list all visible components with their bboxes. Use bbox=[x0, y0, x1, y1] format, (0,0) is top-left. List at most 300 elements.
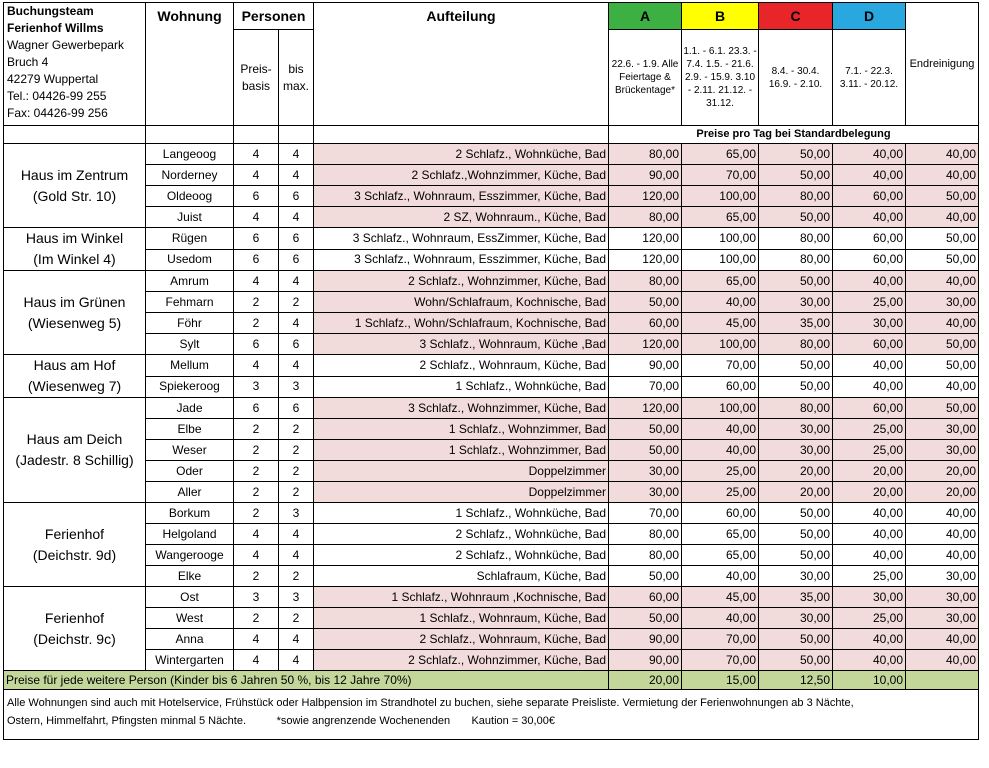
price-season-c: 50,00 bbox=[759, 144, 833, 165]
season-d-dates: 7.1. - 22.3. 3.11. - 20.12. bbox=[833, 30, 906, 126]
price-season-b: 70,00 bbox=[682, 355, 759, 377]
table-row bbox=[4, 165, 979, 186]
apartment-name: Borkum bbox=[146, 503, 234, 524]
room-layout: 1 Schlafz., Wohnküche, Bad bbox=[314, 503, 609, 524]
house-name bbox=[4, 587, 146, 671]
table-row bbox=[4, 228, 979, 250]
price-season-a: 50,00 bbox=[609, 292, 682, 313]
persons-base: 6 bbox=[234, 334, 279, 355]
header-spacer bbox=[146, 30, 234, 126]
persons-max: 2 bbox=[279, 419, 314, 440]
persons-max: 4 bbox=[279, 165, 314, 186]
persons-max: 2 bbox=[279, 461, 314, 482]
spacer-cell bbox=[4, 126, 146, 144]
persons-base: 2 bbox=[234, 503, 279, 524]
price-season-c: 20,00 bbox=[759, 482, 833, 503]
room-layout: 3 Schlafz., Wohnzimmer, Küche, Bad bbox=[314, 398, 609, 419]
price-season-a: 60,00 bbox=[609, 313, 682, 334]
price-season-a: 50,00 bbox=[609, 566, 682, 587]
house-title: Haus am Hof bbox=[33, 357, 116, 373]
price-season-d: 60,00 bbox=[833, 186, 906, 207]
price-season-a: 120,00 bbox=[609, 398, 682, 419]
house-title: Haus im Grünen bbox=[23, 293, 126, 310]
season-b-dates: 1.1. - 6.1. 23.3. - 7.4. 1.5. - 21.6. 2.9. - 15.9. 3.10 - 2.11. 21.12. - 31.12. bbox=[682, 30, 759, 126]
extra-person-price-b: 15,00 bbox=[682, 671, 759, 690]
price-season-b: 60,00 bbox=[682, 503, 759, 524]
header-personen: Personen bbox=[234, 3, 314, 30]
persons-max: 6 bbox=[279, 398, 314, 419]
contact-line: Bruch 4 bbox=[7, 55, 49, 69]
apartment-name: West bbox=[146, 608, 234, 629]
price-season-b: 65,00 bbox=[682, 545, 759, 566]
price-season-b: 65,00 bbox=[682, 271, 759, 292]
apartment-name: Sylt bbox=[146, 334, 234, 355]
table-row bbox=[4, 292, 979, 313]
apartment-name: Juist bbox=[146, 207, 234, 228]
contact-line: Buchungsteam bbox=[7, 4, 94, 18]
persons-base: 2 bbox=[234, 482, 279, 503]
table-row bbox=[4, 482, 979, 503]
price-season-d: 40,00 bbox=[833, 629, 906, 650]
footer-row bbox=[4, 690, 979, 740]
price-season-c: 50,00 bbox=[759, 271, 833, 292]
table-row bbox=[4, 355, 979, 377]
persons-base: 2 bbox=[234, 461, 279, 482]
price-season-b: 40,00 bbox=[682, 608, 759, 629]
persons-max: 3 bbox=[279, 587, 314, 608]
price-season-a: 50,00 bbox=[609, 608, 682, 629]
spacer-cell bbox=[234, 126, 279, 144]
persons-max: 2 bbox=[279, 482, 314, 503]
price-season-d: 20,00 bbox=[833, 482, 906, 503]
price-season-b: 100,00 bbox=[682, 228, 759, 250]
table-row bbox=[4, 376, 979, 398]
price-cleaning: 40,00 bbox=[906, 629, 979, 650]
price-cleaning: 50,00 bbox=[906, 355, 979, 377]
persons-max: 3 bbox=[279, 503, 314, 524]
price-season-a: 120,00 bbox=[609, 186, 682, 207]
price-season-c: 80,00 bbox=[759, 398, 833, 419]
header-wohnung: Wohnung bbox=[146, 3, 234, 30]
price-cleaning: 20,00 bbox=[906, 482, 979, 503]
house-address: (Im Winkel 4) bbox=[33, 251, 116, 267]
price-season-b: 100,00 bbox=[682, 398, 759, 419]
apartment-name: Norderney bbox=[146, 165, 234, 186]
price-cleaning: 30,00 bbox=[906, 440, 979, 461]
house-name bbox=[4, 503, 146, 587]
room-layout: 1 Schlafz., Wohnzimmer, Bad bbox=[314, 419, 609, 440]
extra-person-price-c: 12,50 bbox=[759, 671, 833, 690]
price-season-d: 20,00 bbox=[833, 461, 906, 482]
season-c-dates: 8.4. - 30.4. 16.9. - 2.10. bbox=[759, 30, 833, 126]
prices-per-day-label: Preise pro Tag bei Standardbelegung bbox=[609, 126, 979, 144]
extra-person-row bbox=[4, 671, 979, 690]
season-a-dates: 22.6. - 1.9. Alle Feiertage & Brückentage* bbox=[609, 30, 682, 126]
price-cleaning: 50,00 bbox=[906, 228, 979, 250]
apartment-name: Elke bbox=[146, 566, 234, 587]
price-season-d: 40,00 bbox=[833, 271, 906, 292]
table-row bbox=[4, 313, 979, 334]
room-layout: Schlafraum, Küche, Bad bbox=[314, 566, 609, 587]
extra-person-price-d: 10,00 bbox=[833, 671, 906, 690]
room-layout: 2 Schlafz.,Wohnzimmer, Küche, Bad bbox=[314, 165, 609, 186]
room-layout: 3 Schlafz., Wohnraum, Esszimmer, Küche, Bad bbox=[314, 249, 609, 271]
price-season-a: 80,00 bbox=[609, 144, 682, 165]
room-layout: 2 Schlafz., Wohnraum, Küche, Bad bbox=[314, 629, 609, 650]
persons-max: 4 bbox=[279, 271, 314, 292]
persons-max: 6 bbox=[279, 186, 314, 207]
price-season-c: 50,00 bbox=[759, 207, 833, 228]
persons-max: 4 bbox=[279, 313, 314, 334]
persons-max: 4 bbox=[279, 650, 314, 671]
apartment-name: Helgoland bbox=[146, 524, 234, 545]
price-cleaning: 40,00 bbox=[906, 271, 979, 292]
persons-base: 6 bbox=[234, 186, 279, 207]
house-name bbox=[4, 228, 146, 271]
house-title: Haus im Winkel bbox=[25, 230, 124, 246]
price-season-c: 30,00 bbox=[759, 608, 833, 629]
price-season-c: 80,00 bbox=[759, 249, 833, 271]
footer-line: Ostern, Himmelfahrt, Pfingsten minmal 5 Nächte. *sowie angrenzende Wochenenden Kaution = 30,00€ bbox=[7, 715, 555, 727]
table-row bbox=[4, 461, 979, 482]
extra-person-empty bbox=[906, 671, 979, 690]
price-season-d: 30,00 bbox=[833, 587, 906, 608]
room-layout: 3 Schlafz., Wohnraum, EssZimmer, Küche, Bad bbox=[314, 228, 609, 250]
price-season-b: 25,00 bbox=[682, 461, 759, 482]
table-row bbox=[4, 249, 979, 271]
apartment-name: Amrum bbox=[146, 271, 234, 292]
persons-base: 4 bbox=[234, 650, 279, 671]
price-season-b: 70,00 bbox=[682, 650, 759, 671]
table-row bbox=[4, 186, 979, 207]
price-cleaning: 30,00 bbox=[906, 419, 979, 440]
price-season-d: 60,00 bbox=[833, 398, 906, 419]
price-cleaning: 50,00 bbox=[906, 249, 979, 271]
persons-max: 2 bbox=[279, 608, 314, 629]
apartment-name: Spiekeroog bbox=[146, 376, 234, 398]
price-season-b: 65,00 bbox=[682, 144, 759, 165]
house-name bbox=[4, 355, 146, 398]
price-season-a: 60,00 bbox=[609, 587, 682, 608]
house-address: (Deichstr. 9d) bbox=[32, 546, 117, 563]
price-season-a: 120,00 bbox=[609, 334, 682, 355]
table-row bbox=[4, 271, 979, 292]
table-row bbox=[4, 144, 979, 165]
price-cleaning: 40,00 bbox=[906, 545, 979, 566]
persons-base: 4 bbox=[234, 144, 279, 165]
spacer-cell bbox=[314, 126, 609, 144]
price-season-a: 90,00 bbox=[609, 629, 682, 650]
persons-base: 2 bbox=[234, 608, 279, 629]
price-cleaning: 30,00 bbox=[906, 587, 979, 608]
price-season-c: 30,00 bbox=[759, 292, 833, 313]
spacer-cell bbox=[279, 126, 314, 144]
table-row bbox=[4, 566, 979, 587]
room-layout: 2 Schlafz., Wohnküche, Bad bbox=[314, 144, 609, 165]
persons-max: 3 bbox=[279, 376, 314, 398]
price-season-a: 70,00 bbox=[609, 376, 682, 398]
price-season-c: 50,00 bbox=[759, 545, 833, 566]
price-season-c: 50,00 bbox=[759, 503, 833, 524]
price-season-a: 30,00 bbox=[609, 461, 682, 482]
price-season-b: 40,00 bbox=[682, 566, 759, 587]
apartment-name: Mellum bbox=[146, 355, 234, 377]
price-cleaning: 40,00 bbox=[906, 165, 979, 186]
persons-base: 4 bbox=[234, 629, 279, 650]
price-season-b: 45,00 bbox=[682, 587, 759, 608]
price-season-a: 120,00 bbox=[609, 249, 682, 271]
price-season-d: 40,00 bbox=[833, 165, 906, 186]
season-c-header: C bbox=[759, 3, 833, 30]
price-season-d: 40,00 bbox=[833, 144, 906, 165]
table-row bbox=[4, 207, 979, 228]
price-season-a: 120,00 bbox=[609, 228, 682, 250]
apartment-name: Wangerooge bbox=[146, 545, 234, 566]
room-layout: 1 Schlafz., Wohn/Schlafraum, Kochnische, Bad bbox=[314, 313, 609, 334]
price-season-b: 70,00 bbox=[682, 629, 759, 650]
price-season-b: 70,00 bbox=[682, 165, 759, 186]
table-row bbox=[4, 398, 979, 419]
price-season-a: 90,00 bbox=[609, 355, 682, 377]
persons-base: 6 bbox=[234, 249, 279, 271]
persons-max: 6 bbox=[279, 228, 314, 250]
persons-base: 4 bbox=[234, 207, 279, 228]
house-address: (Wiesenweg 7) bbox=[27, 378, 122, 394]
table-row bbox=[4, 440, 979, 461]
apartment-name: Föhr bbox=[146, 313, 234, 334]
apartment-name: Oldeoog bbox=[146, 186, 234, 207]
persons-base: 2 bbox=[234, 419, 279, 440]
price-season-b: 45,00 bbox=[682, 313, 759, 334]
house-title: Ferienhof bbox=[44, 609, 105, 626]
persons-base: 4 bbox=[234, 545, 279, 566]
price-season-c: 30,00 bbox=[759, 440, 833, 461]
house-address: (Gold Str. 10) bbox=[32, 187, 117, 204]
table-row bbox=[4, 629, 979, 650]
persons-base: 3 bbox=[234, 587, 279, 608]
house-name bbox=[4, 271, 146, 355]
price-season-a: 80,00 bbox=[609, 271, 682, 292]
house-title: Ferienhof bbox=[44, 525, 105, 542]
house-title: Haus im Zentrum bbox=[20, 166, 129, 183]
price-season-d: 40,00 bbox=[833, 376, 906, 398]
price-season-b: 40,00 bbox=[682, 292, 759, 313]
room-layout: Doppelzimmer bbox=[314, 482, 609, 503]
header-aufteilung: Aufteilung bbox=[314, 3, 609, 30]
price-season-a: 70,00 bbox=[609, 503, 682, 524]
price-season-a: 30,00 bbox=[609, 482, 682, 503]
price-cleaning: 50,00 bbox=[906, 334, 979, 355]
price-season-d: 40,00 bbox=[833, 207, 906, 228]
table-row bbox=[4, 608, 979, 629]
house-address: (Wiesenweg 5) bbox=[27, 314, 122, 331]
apartment-name: Jade bbox=[146, 398, 234, 419]
apartment-name: Weser bbox=[146, 440, 234, 461]
room-layout: 2 Schlafz., Wohnzimmer, Küche, Bad bbox=[314, 271, 609, 292]
apartment-name: Aller bbox=[146, 482, 234, 503]
header-endreinigung: Endreinigung bbox=[906, 3, 979, 126]
persons-base: 4 bbox=[234, 165, 279, 186]
persons-max: 4 bbox=[279, 545, 314, 566]
persons-max: 6 bbox=[279, 334, 314, 355]
house-name bbox=[4, 144, 146, 228]
price-season-d: 60,00 bbox=[833, 334, 906, 355]
price-cleaning: 40,00 bbox=[906, 313, 979, 334]
price-cleaning: 30,00 bbox=[906, 292, 979, 313]
house-address: (Deichstr. 9c) bbox=[33, 630, 116, 647]
apartment-name: Usedom bbox=[146, 249, 234, 271]
room-layout: Wohn/Schlafraum, Kochnische, Bad bbox=[314, 292, 609, 313]
room-layout: 3 Schlafz., Wohnraum, Küche ,Bad bbox=[314, 334, 609, 355]
price-cleaning: 50,00 bbox=[906, 398, 979, 419]
price-cleaning: 30,00 bbox=[906, 608, 979, 629]
room-layout: 1 Schlafz., Wohnraum, Küche, Bad bbox=[314, 608, 609, 629]
price-season-b: 25,00 bbox=[682, 482, 759, 503]
price-season-c: 50,00 bbox=[759, 165, 833, 186]
price-season-d: 40,00 bbox=[833, 503, 906, 524]
persons-base: 4 bbox=[234, 355, 279, 377]
price-season-a: 90,00 bbox=[609, 165, 682, 186]
house-name bbox=[4, 398, 146, 503]
price-season-d: 25,00 bbox=[833, 566, 906, 587]
room-layout: 2 Schlafz., Wohnküche, Bad bbox=[314, 524, 609, 545]
price-season-d: 40,00 bbox=[833, 524, 906, 545]
apartment-name: Elbe bbox=[146, 419, 234, 440]
price-cleaning: 40,00 bbox=[906, 144, 979, 165]
apartment-name: Anna bbox=[146, 629, 234, 650]
table-row bbox=[4, 503, 979, 524]
price-cleaning: 40,00 bbox=[906, 503, 979, 524]
price-season-c: 80,00 bbox=[759, 334, 833, 355]
room-layout: 2 SZ, Wohnraum., Küche, Bad bbox=[314, 207, 609, 228]
room-layout: 1 Schlafz., Wohnküche, Bad bbox=[314, 376, 609, 398]
price-cleaning: 40,00 bbox=[906, 376, 979, 398]
persons-max: 4 bbox=[279, 524, 314, 545]
price-table bbox=[3, 2, 979, 740]
table-row bbox=[4, 419, 979, 440]
price-season-c: 35,00 bbox=[759, 313, 833, 334]
room-layout: Doppelzimmer bbox=[314, 461, 609, 482]
table-row bbox=[4, 650, 979, 671]
price-season-b: 40,00 bbox=[682, 419, 759, 440]
header-preisbasis: Preis-basis bbox=[234, 30, 279, 126]
contact-line: Ferienhof Willms bbox=[7, 21, 104, 35]
room-layout: 1 Schlafz., Wohnraum ,Kochnische, Bad bbox=[314, 587, 609, 608]
persons-base: 2 bbox=[234, 566, 279, 587]
price-season-c: 50,00 bbox=[759, 650, 833, 671]
contact-line: Fax: 04426-99 256 bbox=[7, 106, 108, 120]
price-season-a: 50,00 bbox=[609, 440, 682, 461]
house-title: Haus am Deich bbox=[26, 431, 123, 447]
season-d-header: D bbox=[833, 3, 906, 30]
price-cleaning: 40,00 bbox=[906, 207, 979, 228]
price-season-a: 80,00 bbox=[609, 524, 682, 545]
price-cleaning: 20,00 bbox=[906, 461, 979, 482]
season-a-header: A bbox=[609, 3, 682, 30]
persons-max: 4 bbox=[279, 207, 314, 228]
price-cleaning: 50,00 bbox=[906, 186, 979, 207]
price-season-a: 80,00 bbox=[609, 207, 682, 228]
price-season-b: 65,00 bbox=[682, 524, 759, 545]
price-cleaning: 40,00 bbox=[906, 524, 979, 545]
persons-base: 6 bbox=[234, 228, 279, 250]
price-season-d: 40,00 bbox=[833, 355, 906, 377]
contact-block bbox=[4, 3, 146, 126]
table-row bbox=[4, 334, 979, 355]
price-season-a: 80,00 bbox=[609, 545, 682, 566]
persons-max: 4 bbox=[279, 355, 314, 377]
persons-max: 2 bbox=[279, 566, 314, 587]
persons-base: 4 bbox=[234, 271, 279, 292]
contact-line: Wagner Gewerbepark bbox=[7, 38, 124, 52]
house-address: (Jadestr. 8 Schillig) bbox=[15, 452, 134, 468]
persons-base: 6 bbox=[234, 398, 279, 419]
persons-base: 2 bbox=[234, 313, 279, 334]
price-season-c: 50,00 bbox=[759, 376, 833, 398]
price-season-d: 60,00 bbox=[833, 228, 906, 250]
room-layout: 2 Schlafz., Wohnküche, Bad bbox=[314, 545, 609, 566]
season-b-header: B bbox=[682, 3, 759, 30]
price-season-b: 100,00 bbox=[682, 249, 759, 271]
apartment-name: Langeoog bbox=[146, 144, 234, 165]
persons-max: 4 bbox=[279, 144, 314, 165]
price-season-c: 50,00 bbox=[759, 629, 833, 650]
persons-base: 3 bbox=[234, 376, 279, 398]
header-bismax: bis max. bbox=[279, 30, 314, 126]
room-layout: 1 Schlafz., Wohnzimmer, Bad bbox=[314, 440, 609, 461]
table-row bbox=[4, 545, 979, 566]
price-season-d: 40,00 bbox=[833, 650, 906, 671]
price-cleaning: 40,00 bbox=[906, 650, 979, 671]
price-season-a: 90,00 bbox=[609, 650, 682, 671]
price-season-d: 30,00 bbox=[833, 313, 906, 334]
price-season-b: 100,00 bbox=[682, 186, 759, 207]
persons-base: 2 bbox=[234, 292, 279, 313]
price-season-c: 35,00 bbox=[759, 587, 833, 608]
spacer-cell bbox=[146, 126, 234, 144]
extra-person-label: Preise für jede weitere Person (Kinder bis 6 Jahren 50 %, bis 12 Jahre 70%) bbox=[4, 671, 609, 690]
persons-max: 6 bbox=[279, 249, 314, 271]
apartment-name: Ost bbox=[146, 587, 234, 608]
price-season-b: 60,00 bbox=[682, 376, 759, 398]
persons-max: 2 bbox=[279, 292, 314, 313]
table-row bbox=[4, 587, 979, 608]
room-layout: 2 Schlafz., Wohnraum, Küche, Bad bbox=[314, 355, 609, 377]
price-season-c: 20,00 bbox=[759, 461, 833, 482]
room-layout: 3 Schlafz., Wohnraum, Esszimmer, Küche, Bad bbox=[314, 186, 609, 207]
price-season-b: 100,00 bbox=[682, 334, 759, 355]
footer-notes bbox=[4, 690, 979, 740]
extra-person-price-a: 20,00 bbox=[609, 671, 682, 690]
persons-base: 2 bbox=[234, 440, 279, 461]
price-season-b: 40,00 bbox=[682, 440, 759, 461]
footer-line: Alle Wohnungen sind auch mit Hotelservice, Frühstück oder Halbpension im Strandhotel zu buchen, siehe separate Preisliste. Vermietung der Ferienwohnungen ab 3 Nächte, bbox=[7, 697, 854, 709]
price-season-d: 25,00 bbox=[833, 440, 906, 461]
price-season-c: 80,00 bbox=[759, 228, 833, 250]
price-season-d: 40,00 bbox=[833, 545, 906, 566]
price-season-d: 60,00 bbox=[833, 249, 906, 271]
persons-max: 2 bbox=[279, 440, 314, 461]
price-season-d: 25,00 bbox=[833, 608, 906, 629]
room-layout: 2 Schlafz., Wohnzimmer, Küche, Bad bbox=[314, 650, 609, 671]
contact-line: 42279 Wuppertal bbox=[7, 72, 99, 86]
price-season-c: 80,00 bbox=[759, 186, 833, 207]
apartment-name: Fehmarn bbox=[146, 292, 234, 313]
apartment-name: Rügen bbox=[146, 228, 234, 250]
price-season-d: 25,00 bbox=[833, 419, 906, 440]
price-season-b: 65,00 bbox=[682, 207, 759, 228]
contact-line: Tel.: 04426-99 255 bbox=[7, 89, 107, 103]
